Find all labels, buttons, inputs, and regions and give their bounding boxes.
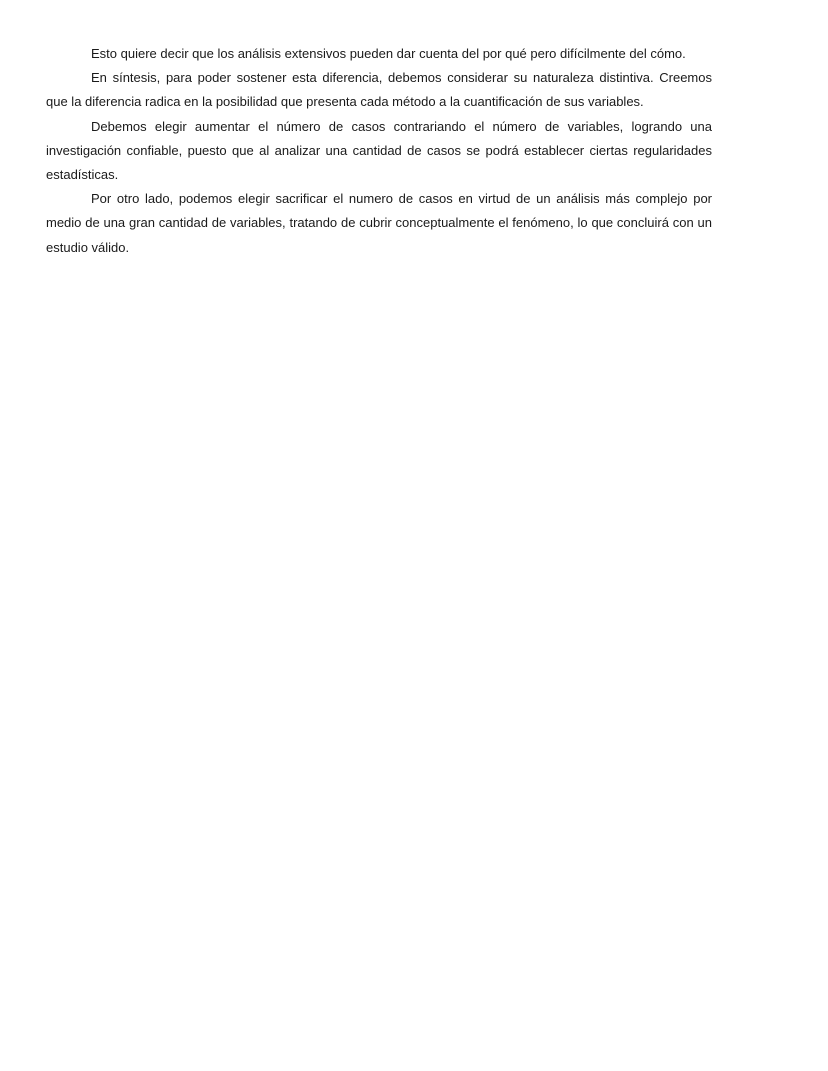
paragraph-4: Por otro lado, podemos elegir sacrificar el numero de casos en virtud de un análisis más complejo por medio de una gran cantidad de variables, tratando de cubrir conceptualmente el fenómeno, lo que concluirá con un estudio válido. — [46, 191, 712, 255]
paragraph-2: En síntesis, para poder sostener esta diferencia, debemos considerar su naturaleza distintiva. Creemos que la diferencia radica en la posibilidad que presenta cada método a la cuantificación de sus variables. — [46, 70, 712, 110]
document-body — [46, 42, 712, 260]
paragraph-3: Debemos elegir aumentar el número de casos contrariando el número de variables, logrando una investigación confiable, puesto que al analizar una cantidad de casos se podrá establecer ciertas regularidades estadísticas. — [46, 118, 712, 183]
paragraph-1: Esto quiere decir que los análisis extensivos pueden dar cuenta del por qué pero difícilmente del cómo. — [91, 46, 686, 61]
